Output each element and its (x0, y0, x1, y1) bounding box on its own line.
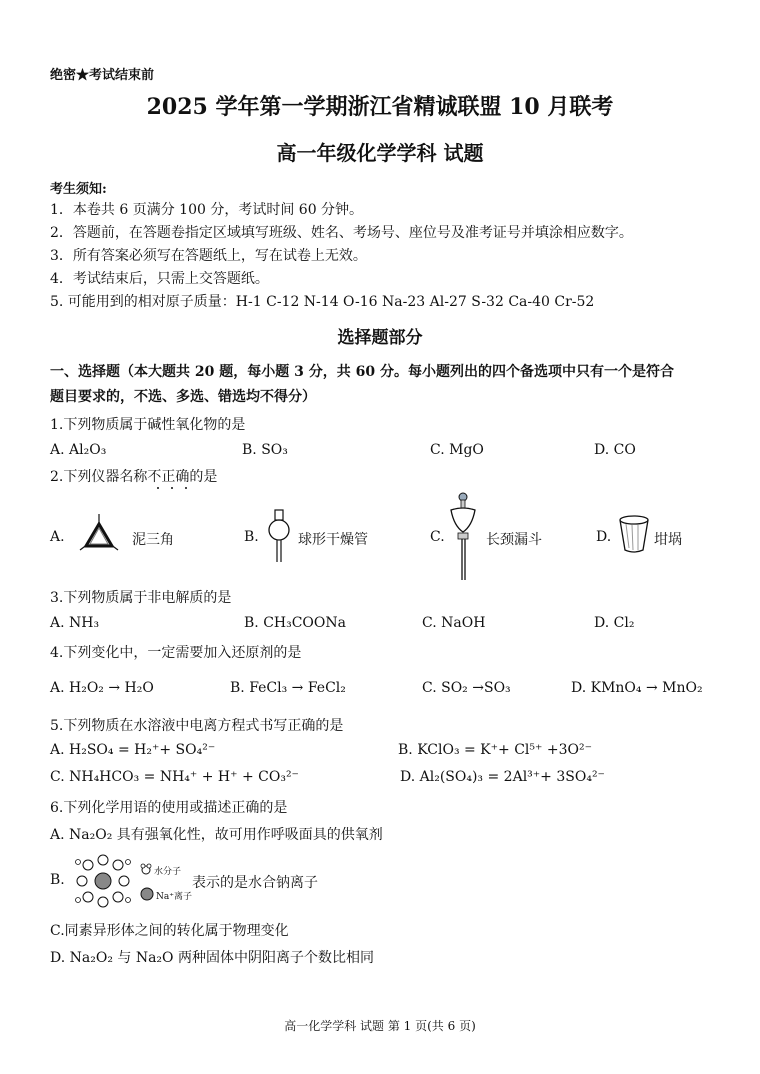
q5-option-b: B. KClO₃ = K⁺+ Cl⁵⁺ +3O²⁻ (398, 742, 592, 758)
q1-stem: 1.下列物质属于碱性氧化物的是 (50, 417, 246, 433)
q5-option-c: C. NH₄HCO₃ = NH₄⁺ + H⁺ + CO₃²⁻ (50, 769, 299, 785)
q2-option-d-label: 坩埚 (654, 532, 682, 548)
notice-item-4: 4．考试结束后，只需上交答题纸。 (50, 271, 269, 287)
q6-stem: 6.下列化学用语的使用或描述正确的是 (50, 800, 288, 816)
notice-item-3: 3．所有答案必须写在答题纸上，写在试卷上无效。 (50, 248, 367, 264)
section-intro-line-1: 一、选择题（本大题共 20 题，每小题 3 分，共 60 分。每小题列出的四个备选项中只有一个是符合 (50, 364, 674, 380)
q2-option-a-label: 泥三角 (132, 532, 174, 548)
q2-option-c-label: 长颈漏斗 (486, 532, 542, 548)
q4-option-c: C. SO₂ →SO₃ (422, 680, 511, 696)
q1-option-d: D. CO (594, 442, 636, 458)
q2-option-b-label: 球形干燥管 (298, 532, 368, 548)
legend-water-label: 水分子 (154, 867, 182, 877)
section-intro-line-2: 题目要求的，不选、多选、错选均不得分） (50, 389, 316, 405)
q3-stem: 3.下列物质属于非电解质的是 (50, 590, 232, 606)
q5-stem: 5.下列物质在水溶液中电离方程式书写正确的是 (50, 718, 344, 734)
q3-option-a: A. NH₃ (50, 615, 100, 631)
q6-option-b-letter: B. (50, 872, 65, 888)
sodium-ion-legend-icon (140, 887, 154, 901)
emphasis-dot (157, 487, 159, 489)
q4-option-a: A. H₂O₂ → H₂O (50, 680, 154, 696)
q2-option-d-letter: D. (596, 529, 612, 545)
q3-option-c: C. NaOH (422, 615, 486, 631)
long-neck-funnel-icon (448, 492, 478, 584)
q5-option-a: A. H₂SO₄ = H₂⁺+ SO₄²⁻ (50, 742, 216, 758)
q4-option-b: B. FeCl₃ → FeCl₂ (230, 680, 346, 696)
hydrated-ion-icon (70, 852, 136, 910)
crucible-icon (616, 512, 652, 556)
notice-item-1: 1．本卷共 6 页满分 100 分，考试时间 60 分钟。 (50, 202, 364, 218)
q3-option-b: B. CH₃COONa (244, 615, 346, 631)
q1-option-c: C. MgO (430, 442, 484, 458)
q6-option-d: D. Na₂O₂ 与 Na₂O 两种固体中阴阳离子个数比相同 (50, 950, 374, 966)
q2-stem: 2.下列仪器名称不正确的是 (50, 469, 218, 485)
q3-option-d: D. Cl₂ (594, 615, 635, 631)
confidential-mark: 绝密★考试结束前 (50, 68, 155, 83)
section-title: 选择题部分 (337, 328, 423, 348)
legend-sodium-label: Na⁺离子 (156, 892, 192, 902)
q6-option-a: A. Na₂O₂ 具有强氧化性，故可用作呼吸面具的供氧剂 (50, 827, 383, 843)
emphasis-dot (185, 487, 187, 489)
clay-triangle-icon (74, 512, 124, 556)
drying-tube-icon (264, 508, 294, 564)
exam-title: 2025 学年第一学期浙江省精诚联盟 10 月联考 (146, 94, 614, 120)
q2-option-a-letter: A. (50, 529, 65, 545)
notice-heading: 考生须知: (50, 182, 107, 197)
page-footer: 高一化学学科 试题 第 1 页(共 6 页) (284, 1019, 476, 1033)
q6-option-c: C.同素异形体之间的转化属于物理变化 (50, 923, 289, 939)
emphasis-dot (171, 487, 173, 489)
q2-option-c-letter: C. (430, 529, 445, 545)
exam-subtitle: 高一年级化学学科 试题 (276, 141, 484, 165)
q4-stem: 4.下列变化中，一定需要加入还原剂的是 (50, 645, 302, 661)
q1-option-a: A. Al₂O₃ (50, 442, 107, 458)
q1-option-b: B. SO₃ (242, 442, 288, 458)
water-molecule-legend-icon (140, 863, 152, 875)
notice-item-2: 2．答题前，在答题卷指定区域填写班级、姓名、考场号、座位号及准考证号并填涂相应数字。 (50, 225, 633, 241)
q6-option-b-text: 表示的是水合钠离子 (192, 875, 318, 891)
q5-option-d: D. Al₂(SO₄)₃ = 2Al³⁺+ 3SO₄²⁻ (400, 769, 605, 785)
q2-option-b-letter: B. (244, 529, 259, 545)
notice-item-5: 5. 可能用到的相对原子质量：H-1 C-12 N-14 O-16 Na-23 Al-27 S-32 Ca-40 Cr-52 (50, 294, 595, 310)
q4-option-d: D. KMnO₄ → MnO₂ (571, 680, 703, 696)
